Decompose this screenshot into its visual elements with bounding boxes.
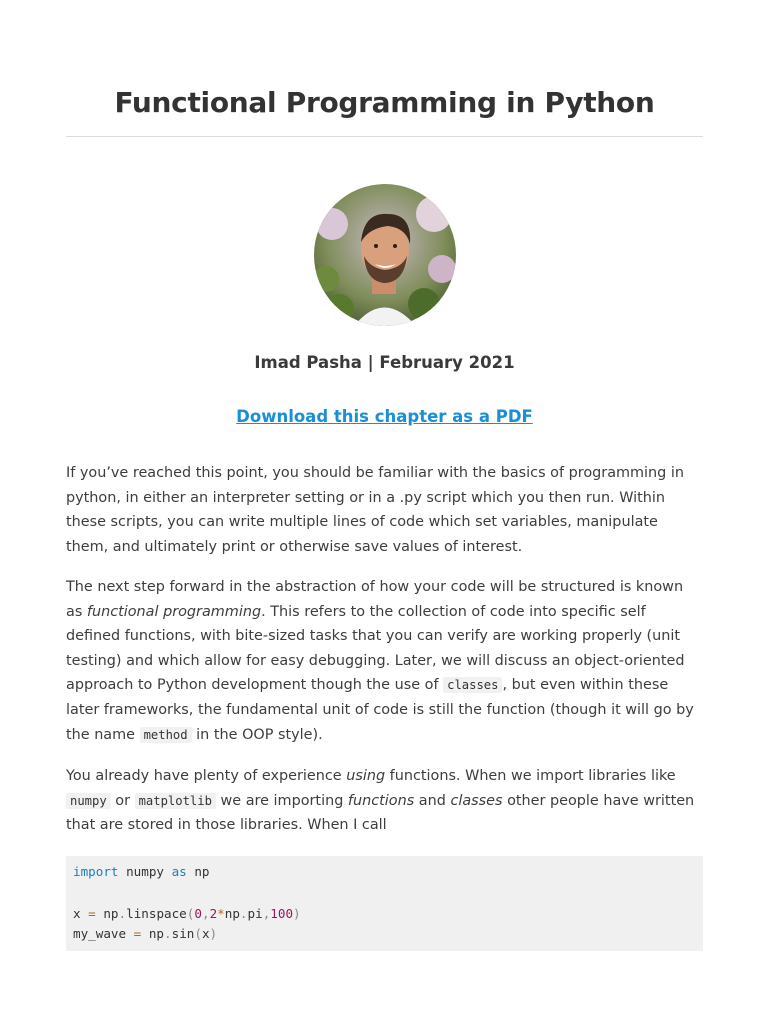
page-title: Functional Programming in Python [114,86,655,119]
code-keyword: as [171,864,187,879]
code-token: np [141,926,165,942]
text-run: functions. When we import libraries like [385,768,676,784]
code-operator: = [88,905,96,921]
code-line-1 [73,864,210,879]
code-punct: , [262,905,271,921]
code-punct: ( [186,905,195,921]
code-number: 2 [209,905,218,921]
code-punct: ( [194,926,202,942]
code-punct: . [164,926,172,942]
code-token: sin [171,926,195,942]
code-block [66,856,703,951]
text-run: or [110,792,135,809]
author-avatar [314,184,456,326]
code-line-3 [73,906,301,921]
code-token: my_wave [73,926,134,942]
text-run: You already have plenty of experience [66,768,347,784]
code-operator: * [217,905,225,921]
code-line-4 [73,926,217,941]
paragraph-functional [66,575,703,747]
inline-code-method: method [140,727,192,743]
code-punct: . [118,905,127,921]
emphasis-text: functions [347,792,415,809]
text-run: in the OOP style). [191,726,323,743]
author-photo [314,184,456,326]
code-keyword: import [73,864,119,879]
title-divider [66,136,703,137]
download-pdf-link[interactable]: Download this chapter as a PDF [236,407,533,426]
text-run: , but even within these later frameworks, the fundamental unit of code is still the function (though it will go by the name [66,677,694,743]
code-punct: ) [293,905,301,921]
emphasis-text: functional programming [86,603,262,620]
inline-code-numpy: numpy [66,793,111,809]
code-token: np [186,864,210,879]
code-token: linspace [126,905,187,921]
code-token: np [224,905,240,921]
code-punct: , [201,905,210,921]
code-punct: . [239,905,248,921]
code-number: 0 [194,905,202,921]
text-run: and [414,792,451,809]
author-date-byline: Imad Pasha | February 2021 [254,353,515,372]
text-run: The next step forward in the abstraction of how your code will be structured is known as [66,579,684,620]
code-operator: = [133,926,142,942]
emphasis-text: using [346,768,386,784]
text-run: we are importing [215,792,348,809]
inline-code-classes: classes [443,677,502,693]
emphasis-text: classes [450,792,503,809]
code-token: np [95,905,119,921]
text-run: . This refers to the collection of code into specific self defined functions, with bite-sized tasks that you can verify are working properly (unit testing) and which allow for easy debugging. Later, we will discuss an object-oriented approach to Python development though the use of [66,603,685,694]
code-token: pi [247,905,263,921]
code-token: x [201,926,210,942]
paragraph-using-functions [66,764,703,838]
text-run: other people have written that are stored in those libraries. When I call [66,792,695,834]
download-pdf-container [66,407,703,426]
code-token: numpy [118,864,172,879]
code-number: 100 [270,905,294,921]
inline-code-matplotlib: matplotlib [135,793,216,809]
code-token: x [73,905,89,921]
paragraph-intro: If you’ve reached this point, you should be familiar with the basics of programming in python, in either an interpreter setting or in a .py script which you then run. Within these scripts, you can write multiple lines of code which set variables, manipulate them, and ultimately print or otherwise save values of interest. [66,465,684,555]
code-punct: ) [209,926,218,942]
